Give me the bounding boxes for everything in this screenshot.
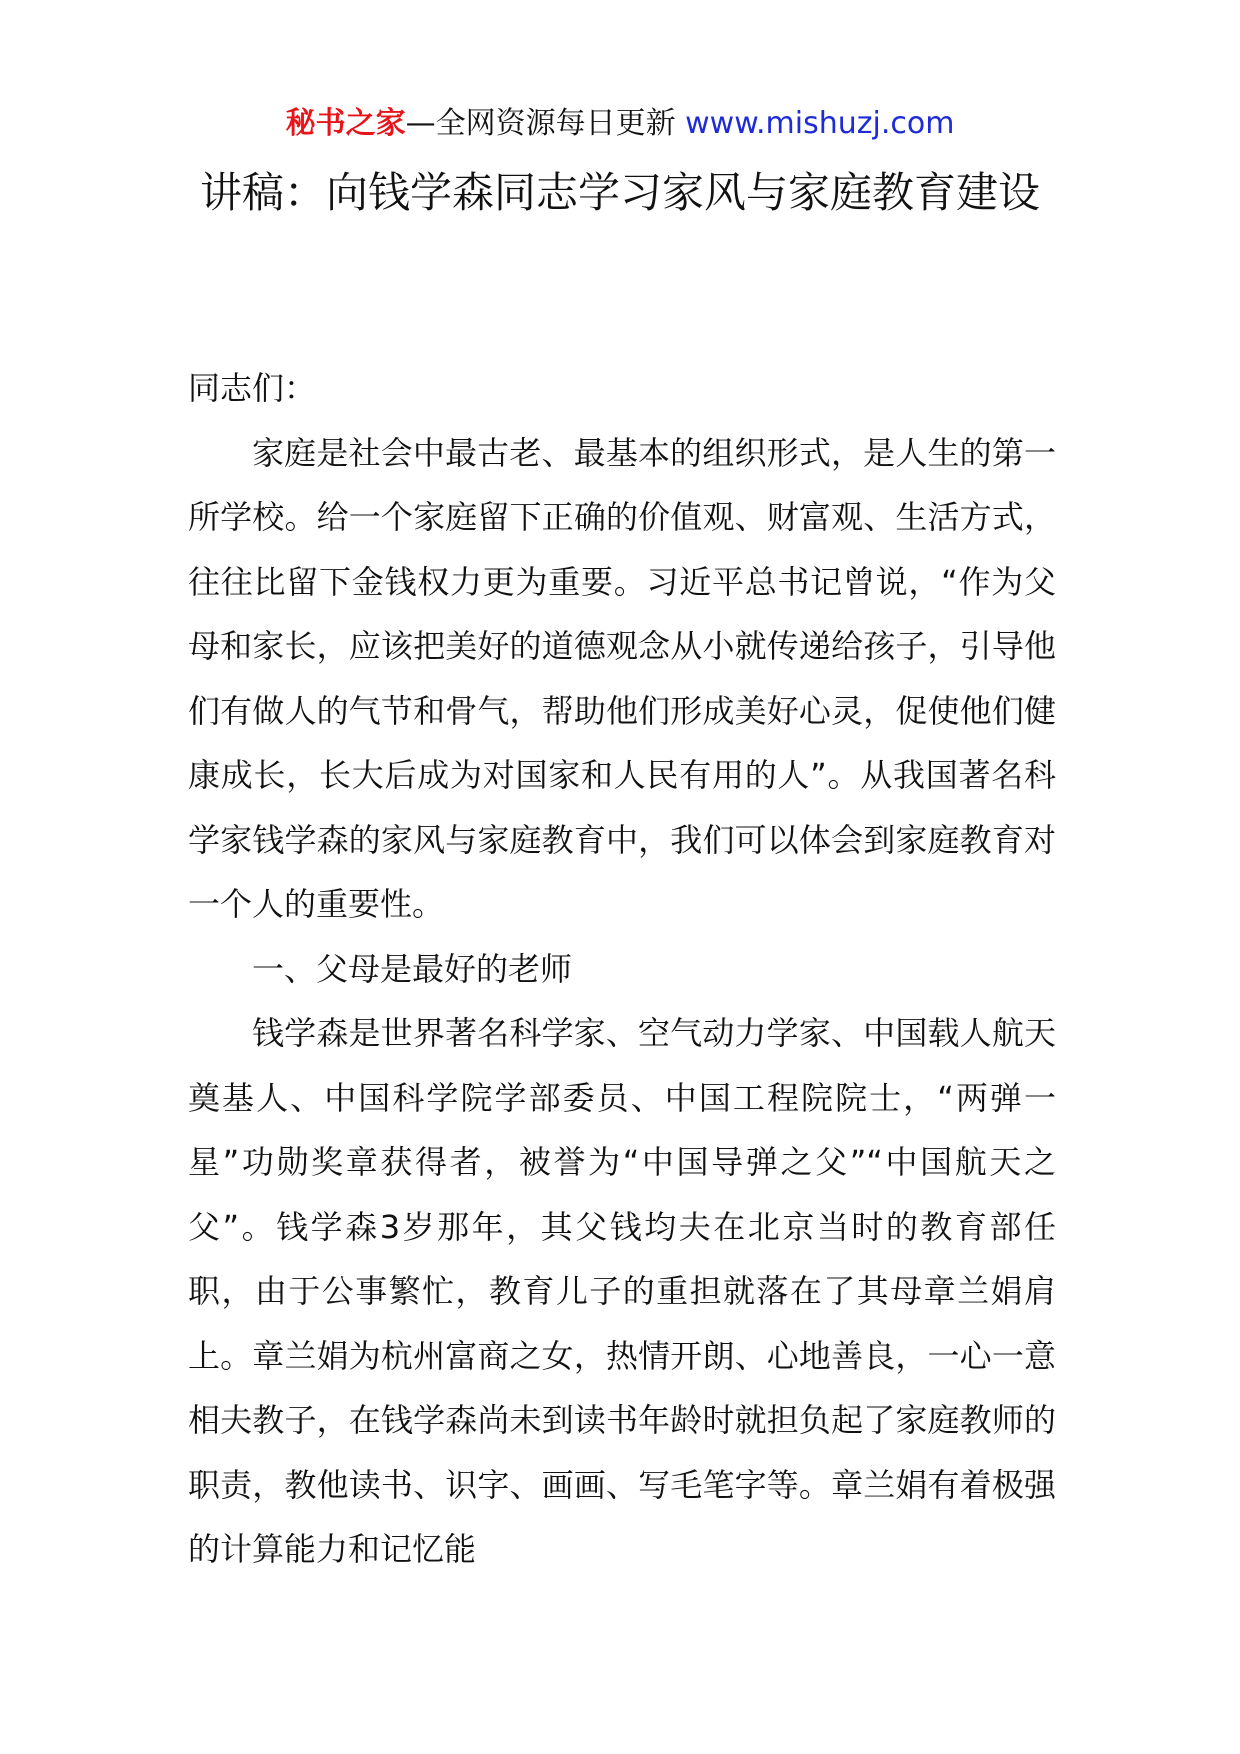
site-header	[0, 98, 1240, 150]
site-url-link[interactable]: www.mishuzj.com	[685, 106, 955, 141]
brand-name: 秘书之家	[285, 106, 406, 141]
document-title: 讲稿：向钱学森同志学习家风与家庭教育建设	[200, 168, 1041, 217]
body-paragraph: 钱学森是世界著名科学家、空气动力学家、中国载人航天奠基人、中国科学院学部委员、中国工程院院士，“两弹一星”功勋奖章获得者，被誉为“中国导弹之父”“中国航天之父”。钱学森3岁那年，其父钱均夫在北京当时的教育部任职，由于公事繁忙，教育儿子的重担就落在了其母章兰娟肩上。章兰娟为杭州富商之女，热情开朗、心地善良，一心一意相夫教子，在钱学森尚未到读书年龄时就担负起了家庭教师的职责，教他读书、识字、画画、写毛笔字等。章兰娟有着极强的计算能力和记忆能	[188, 1014, 1056, 1568]
section-heading: 一、父母是最好的老师	[252, 949, 573, 988]
salutation: 同志们：	[188, 369, 317, 407]
intro-paragraph: 家庭是社会中最古老、最基本的组织形式，是人生的第一所学校。给一个家庭留下正确的价值观、财富观、生活方式，往往比留下金钱权力更为重要。习近平总书记曾说，“作为父母和家长，应该把美好的道德观念从小就传递给孩子，引导他们有做人的气节和骨气，帮助他们形成美好心灵，促使他们健康成长，长大后成为对国家和人民有用的人”。从我国著名科学家钱学森的家风与家庭教育中，我们可以体会到家庭教育对一个人的重要性。	[188, 433, 1056, 923]
document-body	[188, 356, 1056, 1582]
header-tagline: —全网资源每日更新	[405, 106, 686, 141]
